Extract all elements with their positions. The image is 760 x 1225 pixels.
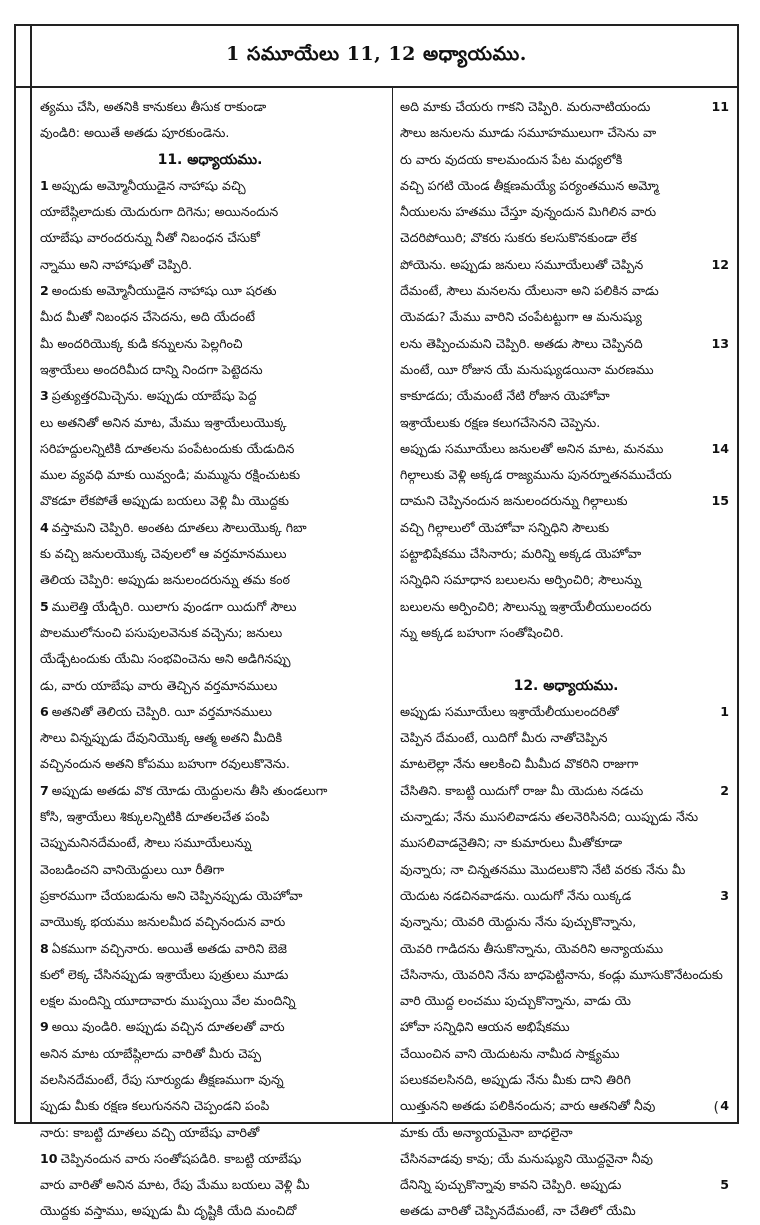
line-text: ఇశ్రాయేలు అందరిమీద దాన్ని నిందగా పెట్టెదను	[40, 361, 263, 377]
text-line	[400, 725, 732, 751]
left-text-column	[40, 94, 380, 1225]
text-line	[400, 488, 732, 514]
line-text: బలులను అర్పించిరి; సౌలున్ను ఇశ్రాయేలీయులందరు	[400, 598, 652, 614]
line-text: వెంబడించని వానియెద్దులు యీ రీతిగా	[40, 861, 225, 877]
line-text: వున్నారు; నా చిన్నతనము మొదలుకొని నేటి వరకు నేను మీ	[400, 861, 686, 877]
text-line	[400, 252, 732, 278]
text-line	[400, 830, 732, 856]
line-text: అందుకు అమ్మోనీయుడైన నాహాషు యీ షరతు	[51, 283, 277, 299]
text-line	[400, 1067, 732, 1093]
line-text: నారు: కాబట్టి దూతలు వచ్చి యాబేషు వారితో	[40, 1124, 260, 1140]
line-text: కు వచ్చి జనులయొక్క చెవులలో ఆ వర్తమానములు	[40, 546, 287, 562]
text-line	[40, 252, 380, 278]
text-line	[40, 804, 380, 830]
line-text: చేసినాను, యెవరిని నేను బాధపెట్టినాను, కండ్లు మూసుకొనేటందుకు	[400, 966, 723, 982]
line-text: యెదుట నడచినవాడను. యిదుగో నేను యిక్కడ	[400, 887, 632, 903]
text-line	[400, 567, 732, 593]
text-line	[400, 962, 732, 988]
text-line	[400, 304, 732, 330]
scripture-page	[14, 24, 739, 1219]
chapter-heading	[40, 147, 380, 173]
line-text: మాటలెల్లా నేను ఆలకించి మీమీద వొకరిని రాజుగా	[400, 756, 639, 772]
chapter-heading	[400, 673, 732, 699]
text-line	[40, 1172, 380, 1198]
text-line	[40, 962, 380, 988]
text-line	[400, 225, 732, 251]
text-line	[40, 1120, 380, 1146]
line-text: వచ్చి గిల్గాలులో యెహోవా సన్నిధిని సౌలుకు	[400, 519, 610, 535]
line-text: యాబేష్గిలాదుకు యెదురుగా దిగెను; అయినందున	[40, 204, 279, 220]
text-line	[400, 1093, 732, 1119]
text-line	[400, 646, 732, 672]
text-line	[400, 1014, 732, 1040]
page-title: 1 సమూయేలు 11, 12 అధ్యాయము.	[226, 42, 527, 65]
text-line	[400, 436, 732, 462]
line-text: చేయించిన వాని యెదుటను నామీద సాక్ష్యము	[400, 1045, 620, 1061]
line-text: దేమంటే, సౌలు మనలను యేలునా అని పలికిన వాడు	[400, 283, 659, 299]
line-text: మంటే, యీ రోజున యే మనుష్యుడయినా మరణము	[400, 361, 654, 377]
left-margin-rule	[30, 26, 32, 1122]
line-text: ప్పుడు మీకు రక్షణ కలుగుననని చెప్పండని పంపి	[40, 1098, 270, 1114]
text-line	[40, 199, 380, 225]
text-line	[40, 120, 380, 146]
line-text: అనిన మాట యాబేష్గిలాదు వారితో మీరు చెప్ప	[40, 1045, 262, 1061]
line-text: న్నాము అని నాహాషుతో చెప్పిరి.	[40, 256, 193, 272]
line-text: యెవడు? మేము వారిని చంపేటట్టుగా ఆ మనుష్యు	[400, 309, 642, 325]
text-line	[400, 594, 732, 620]
line-text: ముల వ్యవధి మాకు యివ్వండి; మమ్మును రక్షించుటకు	[40, 467, 301, 483]
text-line	[400, 1146, 732, 1172]
verse-number: 5	[40, 598, 49, 614]
line-text: అప్పుడు అతడు వొక యోడు యెద్దులను తీసి తుండలుగా	[51, 782, 328, 798]
text-line	[40, 515, 380, 541]
text-line	[40, 173, 380, 199]
line-text: చెప్పినందున వారు సంతోషపడిరి. కాబట్టి యాబేషు	[60, 1150, 302, 1166]
line-text: అయి వుండిరి. అప్పుడు వచ్చిన దూతలతో వారు	[51, 1019, 285, 1035]
verse-number: 11	[711, 99, 729, 114]
text-line	[40, 620, 380, 646]
line-text: అప్పుడు అమ్మోనీయుడైన నాహాషు వచ్చి	[51, 177, 246, 193]
line-text: నీయులను హతము చేస్తూ వున్నందున మిగిలిన వారు	[400, 204, 657, 220]
line-text: సౌలు విన్నప్పుడు దేవునియొక్క ఆత్మ అతని మీదికి	[40, 730, 283, 746]
line-text: కాకూడదు; యేమంటే నేటి రోజున యెహోవా	[400, 388, 610, 404]
text-line	[400, 620, 732, 646]
text-line	[400, 147, 732, 173]
line-text: 12. అధ్యాయము.	[513, 677, 619, 694]
text-line	[40, 357, 380, 383]
line-text: వచ్చి పగటి యెండ తీక్షణమయ్యే పర్యంతమున అమ్మో	[400, 177, 659, 193]
line-text: పలుకవలసినది, అప్పుడు నేను మీకు దాని తిరిగి	[400, 1071, 631, 1087]
line-text: తెలియ చెప్పిరి: అప్పుడు జనులందరున్ను తమ కంఠ	[40, 572, 291, 588]
line-text: సౌలు జనులను మూడు సమూహములుగా చేసెను వా	[400, 125, 657, 141]
text-line	[40, 1067, 380, 1093]
text-line	[400, 462, 732, 488]
verse-number: 9	[40, 1019, 49, 1035]
text-line	[400, 199, 732, 225]
text-line	[400, 988, 732, 1014]
text-line	[40, 751, 380, 777]
text-line	[400, 1041, 732, 1067]
line-text: లను తెప్పించుమని చెప్పిరి. అతడు సౌలు చెప్పినది	[400, 335, 643, 351]
line-text: త్యము చేసి, అతనికి కానుకలు తీసుక రాకుండా	[40, 99, 267, 114]
line-text: సరిహద్దులన్నిటికి దూతలను పంపేటందుకు యేడుదిన	[40, 440, 295, 456]
line-text: వున్నాను; యెవరి యెద్దును నేను పుచ్చుకొన్నాను,	[400, 914, 637, 930]
verse-number: 14	[711, 440, 729, 456]
line-text: యిత్తునని అతడు పలికినందున; వారు ఆతనితో నీవు	[400, 1098, 656, 1114]
line-text: అప్పుడు సమూయేలు జనులతో అనిన మాట, మనము	[400, 440, 664, 456]
text-line	[400, 699, 732, 725]
text-line	[40, 541, 380, 567]
text-line	[40, 225, 380, 251]
text-line	[400, 909, 732, 935]
line-text: చెప్పిన దేమంటే, యిదిగో మీరు నాతోచెప్పిన	[400, 730, 608, 746]
text-line	[40, 383, 380, 409]
text-line	[400, 278, 732, 304]
text-line	[400, 1172, 732, 1198]
line-text: మీద మీతో నిబంధన చేసెదను, అది యేదంటే	[40, 309, 255, 325]
text-line	[40, 673, 380, 699]
text-line	[40, 857, 380, 883]
text-line	[40, 830, 380, 856]
verse-number: 3	[720, 887, 729, 903]
verse-number: 4	[40, 519, 49, 535]
text-line	[40, 1146, 380, 1172]
text-line	[40, 94, 380, 120]
line-text: వచ్చినందున అతని కోపము బహుగా రవులుకొనెను.	[40, 756, 290, 772]
text-line	[400, 857, 732, 883]
text-line	[40, 567, 380, 593]
line-text: లక్షల మందిన్ని యూదావారు ముప్పయి వేల మందిన్ని	[40, 993, 296, 1009]
verse-number: 5	[720, 1177, 729, 1193]
verse-number: 1	[720, 703, 729, 719]
text-line	[40, 594, 380, 620]
line-text: సన్నిధిని సమాధాన బలులను అర్పించిరి; సౌలున్ను	[400, 572, 642, 588]
text-line	[400, 515, 732, 541]
line-text: పొలములోనుంచి పసుపులవెనుక వచ్చెను; జనులు	[40, 624, 283, 640]
line-text: న్ను అక్కడ బహుగా సంతోషించిరి.	[400, 624, 564, 640]
line-text: యాబేషు వారందరున్ను నీతో నిబంధన చేసుకో	[40, 230, 260, 246]
text-line	[40, 988, 380, 1014]
line-text: చెదరిపోయిరి; వొకరు సుకరు కలసుకొనకుండా లేక	[400, 230, 637, 246]
text-line	[400, 883, 732, 909]
line-text: అది మాకు చేయరు గాకని చెప్పిరి. మరునాటియందు	[400, 99, 651, 114]
text-line	[40, 278, 380, 304]
text-line	[400, 94, 732, 120]
line-text: యెవరి గాడిదను తీసుకొన్నాను, యెవరిని అన్యాయము	[400, 940, 664, 956]
line-text: వాయొక్క భయము జనులమీద వచ్చినందున వారు	[40, 914, 286, 930]
line-text: ప్రత్యుత్తరమిచ్చెను. అప్పుడు యాబేషు పెద్ద	[51, 388, 257, 404]
text-line	[40, 1093, 380, 1119]
line-text: దేనిన్ని పుచ్చుకొన్నావు కావని చెప్పిరి. అప్పుడు	[400, 1177, 622, 1193]
text-line	[400, 804, 732, 830]
text-line	[40, 462, 380, 488]
line-text: ఇశ్రాయేలుకు రక్షణ కలుగచేసెనని చెప్పెను.	[400, 414, 601, 430]
text-line	[400, 936, 732, 962]
text-line	[40, 1041, 380, 1067]
text-line	[400, 357, 732, 383]
verse-number: 4	[720, 1098, 729, 1114]
verse-number: 12	[711, 256, 729, 272]
text-line	[40, 331, 380, 357]
text-line	[400, 383, 732, 409]
text-line	[400, 173, 732, 199]
line-text: వలసినదేమంటే, రేపు సూర్యుడు తీక్షణముగా వున్న	[40, 1071, 284, 1087]
line-text: వస్తామని చెప్పిరి. అంతట దూతలు సౌలుయొక్క గిబా	[51, 519, 307, 535]
text-line	[40, 304, 380, 330]
text-line	[40, 1014, 380, 1040]
line-text: అప్పుడు సమూయేలు ఇశ్రాయేలీయులందరితో	[400, 703, 619, 719]
text-line	[400, 778, 732, 804]
line-text: డు, వారు యాబేషు వారు తెచ్చిన వర్తమానములు	[40, 677, 278, 693]
text-line	[40, 1198, 380, 1224]
line-text: యేడ్చేటందుకు యేమి సంభవించెను అని అడిగినప్పు	[40, 651, 291, 667]
verse-number: 8	[40, 940, 49, 956]
line-text: యొద్దకు వస్తాము, అప్పుడు మీ దృష్టికి యేది మంచిదో	[40, 1203, 297, 1219]
verse-number: 7	[40, 782, 49, 798]
right-text-column	[400, 94, 732, 1225]
line-text: ప్రకారముగా చేయబడును అని చెప్పినప్పుడు యెహోవా	[40, 887, 303, 903]
line-text: వారి యొద్ద లంచము పుచ్చుకొన్నాను, వాడు యె	[400, 993, 631, 1009]
line-text: పోయెను. అప్పుడు జనులు సమూయేలుతో చెప్పిన	[400, 256, 644, 272]
text-line	[40, 883, 380, 909]
text-line	[400, 751, 732, 777]
verse-number: 1	[40, 177, 49, 193]
line-text: లు అతనితో అనిన మాట, మేము ఇశ్రాయేలుయొక్క	[40, 414, 287, 430]
text-line	[40, 488, 380, 514]
verse-number: 3	[40, 388, 49, 404]
line-text: అతనితో తెలియ చెప్పిరి. యీ వర్తమానములు	[51, 703, 273, 719]
page-header	[16, 26, 737, 88]
line-text: చేసితిని. కాబట్టి యిదుగో రాజు మీ యెదుట నడచు	[400, 782, 644, 798]
line-text: కోసి, ఇశ్రాయేలు శిక్కులన్నిటికి దూతలచేత పంపి	[40, 809, 270, 825]
line-text: రు వారు వుదయ కాలమందున పేట మధ్యలోకి	[400, 151, 623, 167]
column-divider	[392, 86, 393, 1122]
text-line	[40, 936, 380, 962]
text-line	[40, 699, 380, 725]
text-line	[40, 778, 380, 804]
line-text: ముసలివాడనైతిని; నా కుమారులు మీతోకూడా	[400, 835, 623, 851]
text-line	[40, 410, 380, 436]
line-text: ఏకముగా వచ్చినారు. అయితే అతడు వారిని బెజె	[51, 940, 287, 956]
text-line	[400, 1198, 732, 1224]
text-line	[40, 909, 380, 935]
line-text: మాకు యే అన్యాయమైనా బాధలైనా	[400, 1124, 573, 1140]
verse-number: 10	[40, 1150, 58, 1166]
line-text: పట్టాభిషేకము చేసినారు; మరిన్ని అక్కడ యెహోవా	[400, 546, 642, 562]
verse-number: 6	[40, 703, 49, 719]
verse-number: 2	[720, 782, 729, 798]
footer-mark: (	[713, 1100, 719, 1116]
line-text: 11. అధ్యాయము.	[157, 151, 263, 168]
line-text: చెప్పుమనినదేమంటే, సౌలు సమూయేలున్ను	[40, 835, 252, 851]
verse-number: 2	[40, 283, 49, 299]
line-text: కులో లెక్క చేసినప్పుడు ఇశ్రాయేలు పుత్రులు మూడు	[40, 966, 289, 982]
text-line	[400, 331, 732, 357]
text-line	[400, 1120, 732, 1146]
text-line	[400, 541, 732, 567]
line-text: వారు వారితో అనిన మాట, రేపు మేము బయలు వెళ్లి మీ	[40, 1177, 310, 1193]
line-text: చేసినవాడవు కావు; యే మనుష్యుని యొద్దనైనా నీవు	[400, 1150, 653, 1166]
line-text: హోవా సన్నిధిని ఆయన అభిషేకము	[400, 1019, 570, 1035]
text-line	[40, 646, 380, 672]
text-line	[40, 436, 380, 462]
text-line	[400, 410, 732, 436]
line-text: ములెత్తి యేడ్చిరి. యిలాగు వుండగా యిదుగో సౌలు	[51, 598, 297, 614]
text-line	[400, 120, 732, 146]
verse-number: 13	[711, 335, 729, 351]
line-text: మీ అందరియొక్క కుడి కన్నులను పెల్లగించి	[40, 335, 243, 351]
line-text: వుండిరి: అయితే అతడు పూరకుండెను.	[40, 125, 230, 141]
line-text: చున్నాడు; నేను ముసలివాడను తలనెరిసినది; యిప్పుడు నేను	[400, 809, 699, 825]
line-text: గిల్గాలుకు వెళ్లి అక్కడ రాజ్యమును పునర్నూతనముచేయ	[400, 467, 672, 483]
line-text: వొకడూ లేకపోతే అప్పుడు బయలు వెళ్లి మీ యొద్దకు	[40, 493, 290, 509]
verse-number: 15	[711, 493, 729, 509]
line-text: అతడు వారితో చెప్పినదేమంటే, నా చేతిలో యేమి	[400, 1203, 636, 1219]
line-text: దామని చెప్పినందున జనులందరున్ను గిల్గాలుకు	[400, 493, 628, 509]
text-line	[40, 725, 380, 751]
